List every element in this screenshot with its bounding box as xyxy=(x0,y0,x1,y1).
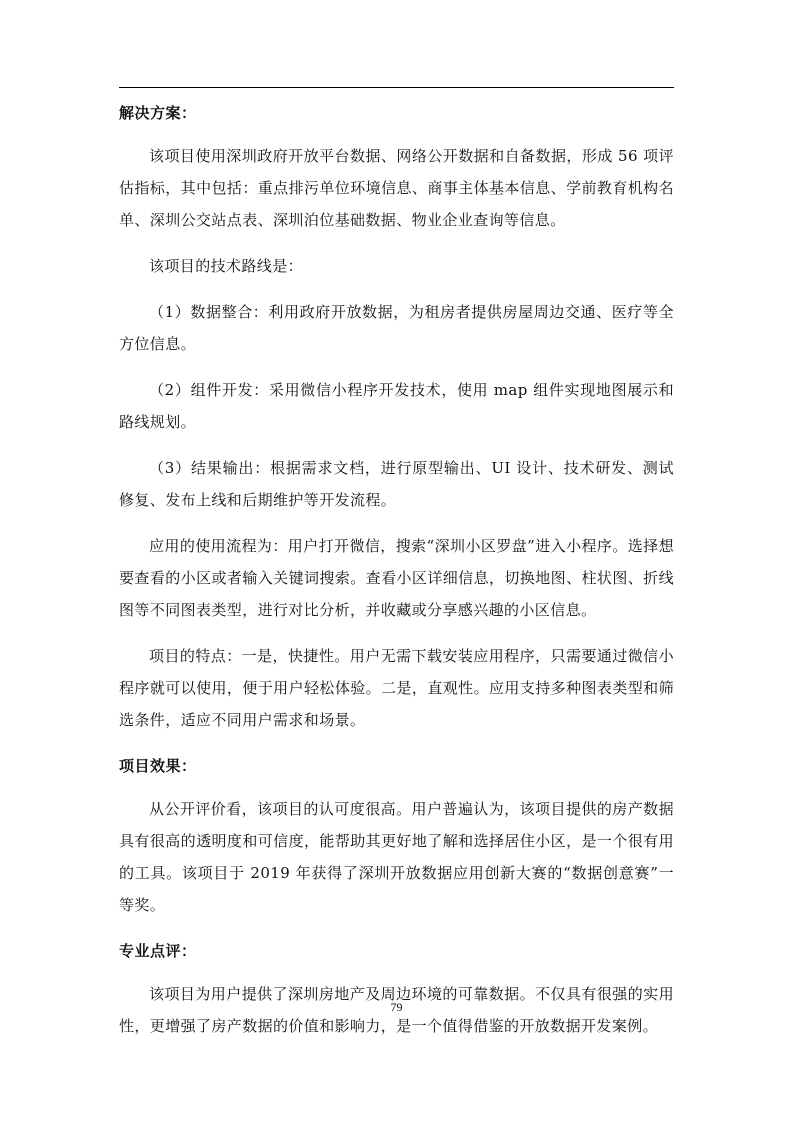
section-heading-review: 专业点评： xyxy=(119,942,197,960)
page-number: 79 xyxy=(390,1000,403,1014)
section-heading-effect: 项目效果： xyxy=(119,757,197,775)
paragraph-step-data-integration: （1）数据整合：利用政府开放数据，为租房者提供房屋周边交通、医疗等全方位信息。 xyxy=(119,303,674,353)
section-heading-solution: 解决方案： xyxy=(119,104,197,122)
paragraph-step-component-dev: （2）组件开发：采用微信小程序开发技术，使用 map 组件实现地图展示和路线规划。 xyxy=(119,381,674,431)
document-body xyxy=(119,97,674,1042)
paragraph-step-output: （3）结果输出：根据需求文档，进行原型输出、UI 设计、技术研发、测试修复、发布上线和后期维护等开发流程。 xyxy=(119,459,674,509)
paragraph-tech-route-intro: 该项目的技术路线是： xyxy=(149,257,304,275)
paragraph-data-sources: 该项目使用深圳政府开放平台数据、网络公开数据和自备数据，形成 56 项评估指标，其中包括：重点排污单位环境信息、商事主体基本信息、学前教育机构名单、深圳公交站点表、深圳泊位基础数据、物业企业查询等信息。 xyxy=(119,147,674,229)
paragraph-usage-flow: 应用的使用流程为：用户打开微信，搜索“深圳小区罗盘”进入小程序。选择想要查看的小区或者输入关键词搜索。查看小区详细信息，切换地图、柱状图、折线图等不同图表类型，进行对比分析，并收藏或分享感兴趣的小区信息。 xyxy=(119,537,674,619)
paragraph-evaluation: 从公开评价看，该项目的认可度很高。用户普遍认为，该项目提供的房产数据具有很高的透明度和可信度，能帮助其更好地了解和选择居住小区，是一个很有用的工具。该项目于 2019 年获得了深圳开放数据应用创新大赛的“数据创意赛”一等奖。 xyxy=(119,800,674,914)
header-rule xyxy=(119,87,674,88)
paragraph-professional-review: 该项目为用户提供了深圳房地产及周边环境的可靠数据。不仅具有很强的实用性，更增强了房产数据的价值和影响力，是一个值得借鉴的开放数据开发案例。 xyxy=(119,985,674,1035)
paragraph-features: 项目的特点：一是，快捷性。用户无需下载安装应用程序，只需要通过微信小程序就可以使用，便于用户轻松体验。二是，直观性。应用支持多种图表类型和筛选条件，适应不同用户需求和场景。 xyxy=(119,647,674,729)
